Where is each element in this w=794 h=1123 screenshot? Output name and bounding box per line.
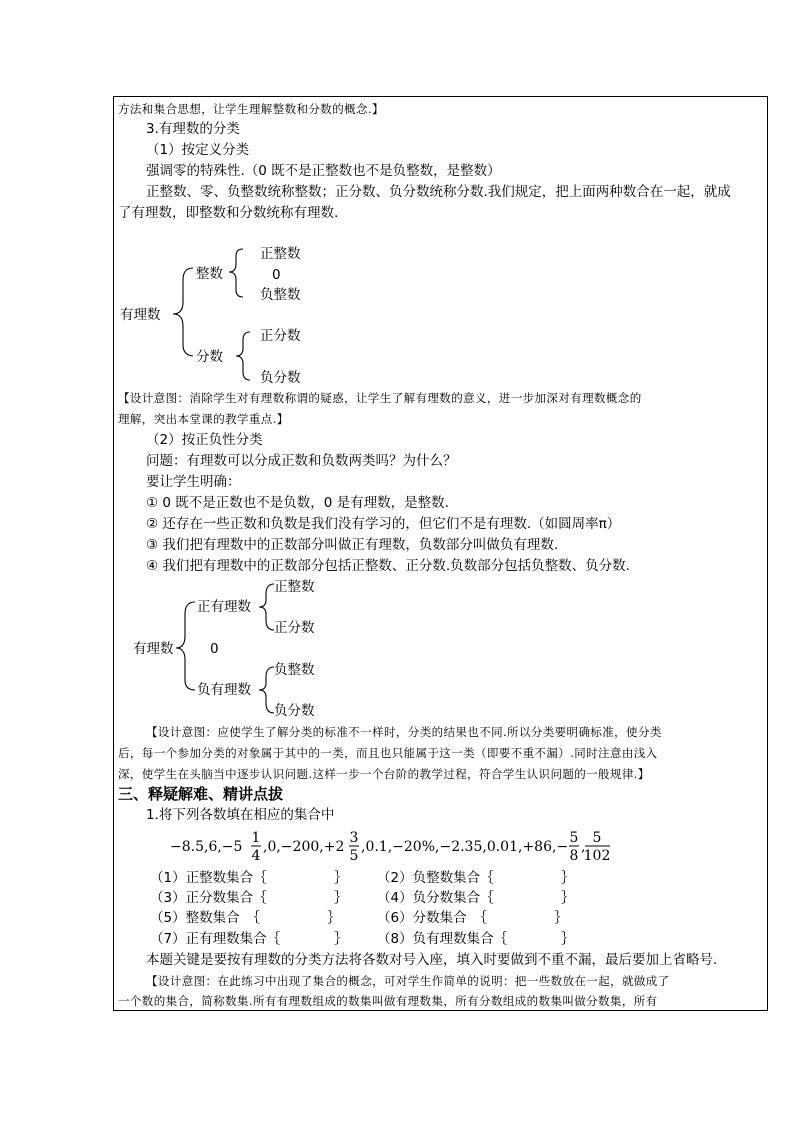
tree-leaf-label: 正分数	[274, 620, 315, 636]
point-item: ③ 我们把有理数中的正数部分叫做正有理数，负数部分叫做负有理数.	[146, 537, 559, 553]
design-intent-note: 【设计意图：应使学生了解分类的标准不一样时，分类的结果也不同.所以分类要明确标准，使分类	[146, 725, 662, 739]
fraction-denominator: 102	[583, 848, 610, 864]
design-intent-note: 一个数的集合，简称数集.所有有理数组成的数集叫做有理数集，所有分数组成的数集叫做分数集，所有	[118, 994, 658, 1008]
paragraph-line: 强调零的特殊性.（0 既不是正整数也不是负整数，是整数）	[146, 163, 501, 179]
tree-leaf-label: 负整数	[274, 662, 315, 678]
design-intent-note: 深，使学生在头脑当中逐步认识问题.这样一步一个台阶的教学过程，符合学生认识问题的一般规律.】	[118, 767, 650, 781]
tree-leaf-label: 负分数	[260, 370, 301, 386]
point-item: ② 还存在一些正数和负数是我们没有学习的，但它们不是有理数.（如圆周率π）	[146, 516, 621, 532]
tree-leaf-label: 负分数	[274, 703, 315, 719]
section-heading: 三、释疑解难、精讲点拔	[118, 785, 284, 803]
math-segment: ,0,−200,+2	[263, 839, 345, 855]
design-intent-ending: 方法和集合思想，让学生理解整数和分数的概念.】	[118, 102, 384, 116]
tree-root-label: 有理数	[133, 641, 174, 657]
math-segment: ,0.1,−20%,−2.35,0.01,+86,−	[361, 839, 569, 855]
math-segment: ,	[581, 839, 586, 855]
method-heading-definition: （1）按定义分类	[146, 142, 250, 158]
fraction-numerator: 1	[251, 830, 261, 846]
fraction-denominator: 8	[569, 848, 579, 864]
set-blank: （8）负有理数集合｛ ｝	[377, 931, 575, 947]
tree-branch-label: 整数	[196, 266, 223, 282]
tree-branch-label: 分数	[196, 349, 223, 365]
point-item: ④ 我们把有理数中的正数部分包括正整数、正分数.负数部分包括负整数、负分数.	[146, 558, 630, 574]
set-blank: （6）分数集合 ｛ ｝	[377, 910, 568, 926]
tree-leaf-label: 正分数	[260, 328, 301, 344]
fraction-numerator: 3	[349, 830, 359, 846]
design-intent-note: 后，每一个参加分类的对象属于其中的一类，而且也只能属于这一类（即要不重不漏）.同时注意由浅入	[118, 746, 658, 760]
tree-middle-label: 0	[210, 641, 219, 657]
tree-leaf-label: 正整数	[274, 579, 315, 595]
design-intent-note: 【设计意图：在此练习中出现了集合的概念，可对学生作简单的说明：把一些数放在一起，就做成了	[146, 974, 670, 988]
set-blank: （4）负分数集合｛ ｝	[377, 890, 575, 906]
paragraph-line: 要让学生明确：	[146, 474, 241, 490]
set-blank: （5）整数集合 ｛ ｝	[150, 910, 341, 926]
tree-leaf-label: 负整数	[260, 287, 301, 303]
math-segment: −8.5,6,−5	[170, 839, 243, 855]
method-heading-sign: （2）按正负性分类	[146, 432, 263, 448]
design-intent-note: 【设计意图：消除学生对有理数称谓的疑惑，让学生了解有理数的意义，进一步加深对有理数概念的	[118, 391, 642, 405]
tree-root-label: 有理数	[120, 307, 161, 323]
tree-leaf-label: 0	[272, 267, 281, 283]
paragraph-line: 正整数、零、负整数统称整数；正分数、负分数统称分数.我们规定，把上面两种数合在一起，就成	[146, 184, 731, 200]
paragraph-line: 了有理数，即整数和分数统称有理数.	[118, 205, 339, 221]
set-blank: （1）正整数集合｛ ｝	[150, 870, 348, 886]
set-blank: （3）正分数集合｛ ｝	[150, 890, 348, 906]
design-intent-note: 理解，突出本堂课的教学重点.】	[118, 412, 289, 426]
tree-branch-label: 负有理数	[197, 682, 251, 698]
fraction-numerator: 5	[569, 830, 579, 846]
subsection-heading: 3.有理数的分类	[146, 121, 240, 137]
number-list-expression	[170, 828, 610, 864]
tree-branch-label: 正有理数	[197, 599, 251, 615]
tree-leaf-label: 正整数	[260, 246, 301, 262]
fraction-denominator: 5	[349, 848, 359, 864]
fraction-numerator: 5	[592, 830, 602, 846]
point-item: ① 0 既不是正数也不是负数，0 是有理数，是整数.	[146, 495, 449, 511]
exercise-prompt: 1.将下列各数填在相应的集合中	[146, 807, 335, 823]
fraction-denominator: 4	[251, 848, 261, 864]
question-line: 问题：有理数可以分成正数和负数两类吗？为什么？	[146, 453, 457, 469]
set-blank: （2）负整数集合｛ ｝	[377, 870, 575, 886]
set-blank: （7）正有理数集合｛ ｝	[150, 931, 348, 947]
paragraph-line: 本题关键是要按有理数的分类方法将各数对号入座，填入时要做到不重不漏，最后要加上省略号.	[146, 952, 718, 968]
